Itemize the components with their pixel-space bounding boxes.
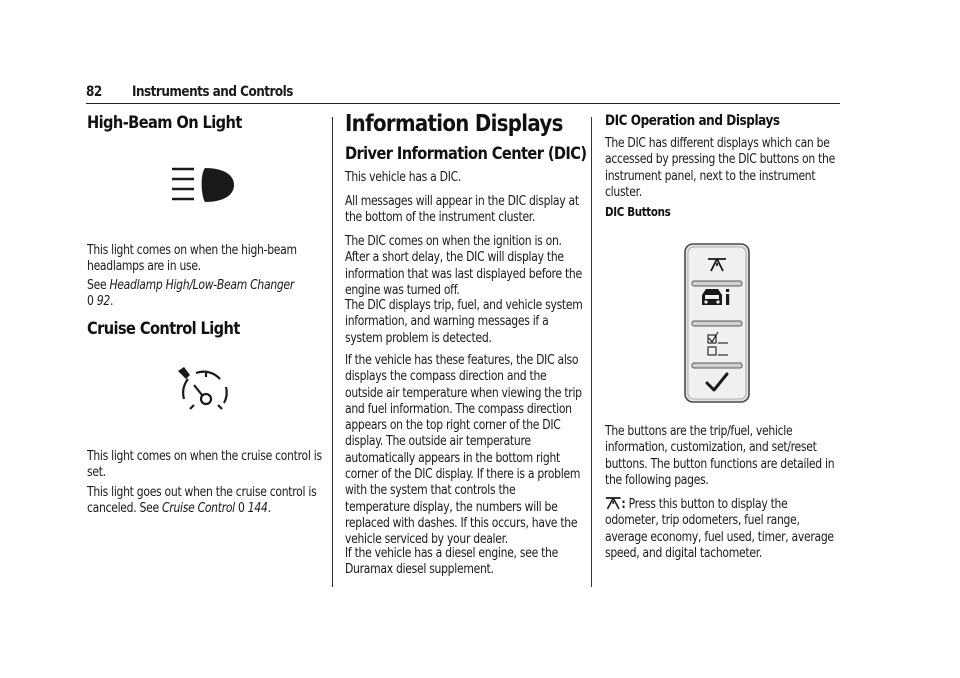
dic-subtitle: Driver Information Center (DIC) bbox=[345, 144, 587, 164]
cruise-body-1: This light comes on when the cruise control is set. bbox=[87, 449, 322, 481]
high-beam-heading: High-Beam On Light bbox=[87, 113, 242, 133]
dic-buttons-illustration bbox=[684, 243, 750, 403]
cruise-heading: Cruise Control Light bbox=[87, 319, 240, 339]
page-ref[interactable]: 144 bbox=[247, 501, 268, 517]
cruise-body-2 bbox=[87, 485, 330, 518]
page-arrow-icon: 0 bbox=[87, 294, 94, 310]
dic-paragraph-5: If the vehicle has these features, the DIC also displays the compass direction and the outside air temperature when viewing the trip and fuel information. The compass direction appears on the top right corner of the DIC display. The outside air temperature automatically appears in the bottom right corner of the DIC display. If there is a problem with the system that controls the temperature display, the numbers will be replaced with dashes. If this occurs, have the vehicle serviced by your dealer. bbox=[345, 353, 582, 548]
page-number: 82 bbox=[86, 84, 102, 100]
section-title: Instruments and Controls bbox=[132, 84, 293, 100]
trip-fuel-description bbox=[605, 496, 843, 562]
trip-fuel-label: : bbox=[621, 497, 626, 512]
dic-operation-heading: DIC Operation and Displays bbox=[605, 113, 780, 129]
information-displays-title: Information Displays bbox=[345, 111, 563, 137]
trip-fuel-text: Press this button to display the odometer, trip odometers, fuel range, average economy, fuel used, timer, average speed, and digital tachometer. bbox=[605, 497, 834, 561]
dic-operation-paragraph: The DIC has different displays which can be accessed by pressing the DIC buttons on the instrument panel, next to the instrument cluster. bbox=[605, 136, 835, 200]
trip-fuel-icon bbox=[605, 496, 621, 510]
dic-paragraph-6: If the vehicle has a diesel engine, see the Duramax diesel supplement. bbox=[345, 546, 558, 578]
cruise-control-link[interactable]: Cruise Control bbox=[162, 501, 235, 517]
cruise-body-2-text: This light goes out when the cruise control is canceled. See bbox=[87, 485, 317, 517]
dic-paragraph-3: The DIC comes on when the ignition is on. After a short delay, the DIC will display the information that was last displayed before the engine was turned off. bbox=[345, 234, 582, 298]
high-beam-body bbox=[87, 243, 330, 276]
period: . bbox=[109, 294, 114, 310]
page-arrow-icon: 0 bbox=[238, 501, 245, 517]
high-beam-icon bbox=[170, 166, 238, 206]
dic-paragraph-1: This vehicle has a DIC. bbox=[345, 170, 462, 185]
dic-buttons-heading: DIC Buttons bbox=[605, 205, 671, 219]
high-beam-text: This light comes on when the high-beam headlamps are in use. bbox=[87, 243, 297, 275]
period: . bbox=[267, 501, 271, 517]
see-label: See bbox=[87, 278, 110, 293]
page-header bbox=[86, 84, 840, 104]
dic-paragraph-4: The DIC displays trip, fuel, and vehicle system information, and warning messages if a system problem is detected. bbox=[345, 298, 583, 346]
dic-buttons-description: The buttons are the trip/fuel, vehicle information, customization, and set/reset buttons. The button functions are detailed in the following pages. bbox=[605, 424, 835, 488]
headlamp-changer-link[interactable]: Headlamp High/Low-Beam Changer bbox=[109, 278, 294, 293]
header-rule bbox=[86, 103, 840, 104]
column-divider-right bbox=[591, 117, 592, 587]
cruise-control-icon bbox=[174, 365, 234, 417]
column-divider-left bbox=[332, 117, 333, 587]
high-beam-reference[interactable] bbox=[87, 278, 330, 311]
page-ref[interactable]: 92 bbox=[96, 294, 110, 310]
dic-paragraph-2: All messages will appear in the DIC display at the bottom of the instrument cluster. bbox=[345, 194, 579, 226]
